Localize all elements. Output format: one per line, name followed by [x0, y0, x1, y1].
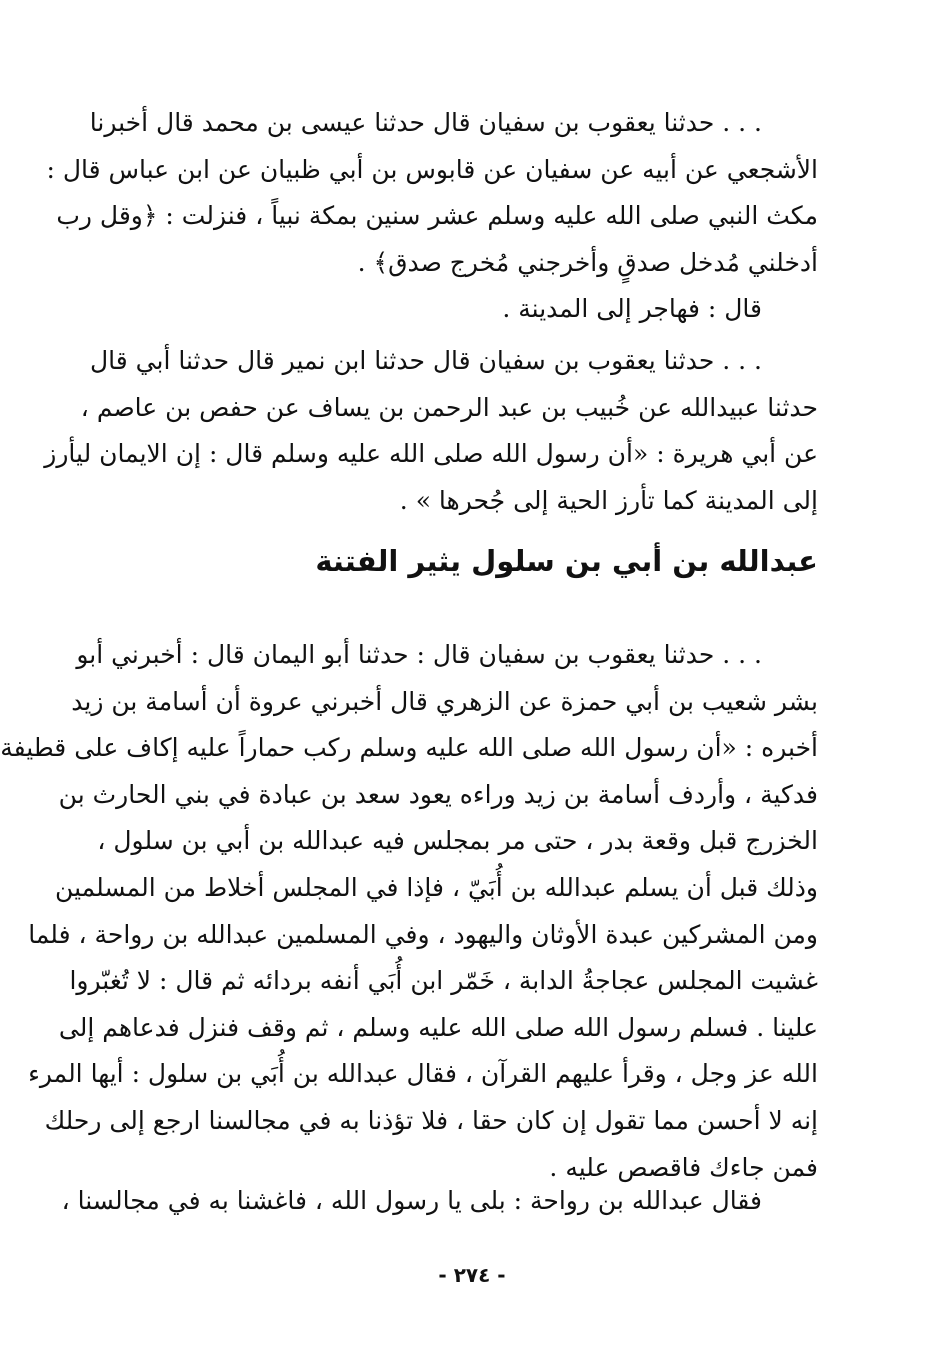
text-line: فدكية ، وأردف أسامة بن زيد وراءه يعود سعد بن عبادة في بني الحارث بن: [58, 779, 818, 809]
text-line: عن أبي هريرة : «أن رسول الله صلى الله عليه وسلم قال : إن الايمان ليأرز: [44, 439, 818, 469]
text-line: وذلك قبل أن يسلم عبدالله بن أُبَيّ ، فإذا في المجلس أخلاط من المسلمين: [55, 872, 818, 902]
text-line: ومن المشركين عبدة الأوثان واليهود ، وفي المسلمين عبدالله بن رواحة ، فلما: [28, 919, 818, 949]
paragraph-3: [0, 632, 818, 1191]
text-line: مكث النبي صلى الله عليه وسلم عشر سنين بمكة نبياً ، فنزلت : ﴿وقل رب: [56, 201, 818, 231]
text-line: أدخلني مُدخل صدقٍ وأخرجني مُخرج صدق﴾ .: [357, 247, 818, 277]
text-line: . . . حدثنا يعقوب بن سفيان قال حدثنا ابن نمير قال حدثنا أبي قال: [89, 346, 762, 375]
text-line: فمن جاءك فاقصص عليه .: [549, 1152, 818, 1182]
text-line: أخبره : «أن رسول الله صلى الله عليه وسلم ركب حماراً عليه إكاف على قطيفة: [0, 733, 818, 763]
text-line: . . . حدثنا يعقوب بن سفيان قال حدثنا عيسى بن محمد قال أخبرنا: [89, 108, 762, 137]
text-line: إلى المدينة كما تأرز الحية إلى جُحرها » .: [399, 485, 818, 515]
text-line: إنه لا أحسن مما تقول إن كان حقا ، فلا تؤذنا به في مجالسنا ارجع إلى رحلك: [44, 1105, 818, 1135]
text-line: حدثنا عبيدالله عن خُبيب بن عبد الرحمن بن يساف عن حفص بن عاصم ،: [80, 392, 818, 422]
text-line: غشيت المجلس عجاجةُ الدابة ، خَمّر ابن أُبَي أنفه بردائه ثم قال : لا تُغبّروا: [69, 966, 818, 996]
text-line: فقال عبدالله بن رواحة : بلى يا رسول الله ، فاغشنا به في مجالسنا ،: [61, 1186, 762, 1215]
paragraph-2: [44, 338, 818, 524]
paragraph-4: [61, 1178, 818, 1225]
text-line: الخزرج قبل وقعة بدر ، حتى مر بمجلس فيه عبدالله بن أبي بن سلول ،: [97, 826, 818, 856]
text-line: بشر شعيب بن أبي حمزة عن الزهري قال أخبرني عروة أن أسامة بن زيد: [71, 686, 818, 716]
page-number: - ٢٧٤ -: [438, 1263, 506, 1287]
text-line: علينا . فسلم رسول الله صلى الله عليه وسلم ، ثم وقف فنزل فدعاهم إلى: [58, 1012, 818, 1042]
paragraph-1: [46, 100, 818, 333]
section-heading: عبدالله بن أبي بن سلول يثير الفتنة: [315, 544, 818, 578]
text-line: قال : فهاجر إلى المدينة .: [502, 294, 762, 324]
text-line: الأشجعي عن أبيه عن سفيان عن قابوس بن أبي ظبيان عن ابن عباس قال :: [46, 154, 818, 184]
text-line: . . . حدثنا يعقوب بن سفيان قال : حدثنا أبو اليمان قال : أخبرني أبو: [76, 640, 762, 669]
text-line: الله عز وجل ، وقرأ عليهم القرآن ، فقال عبدالله بن أُبَي بن سلول : أيها المرء: [28, 1059, 818, 1089]
